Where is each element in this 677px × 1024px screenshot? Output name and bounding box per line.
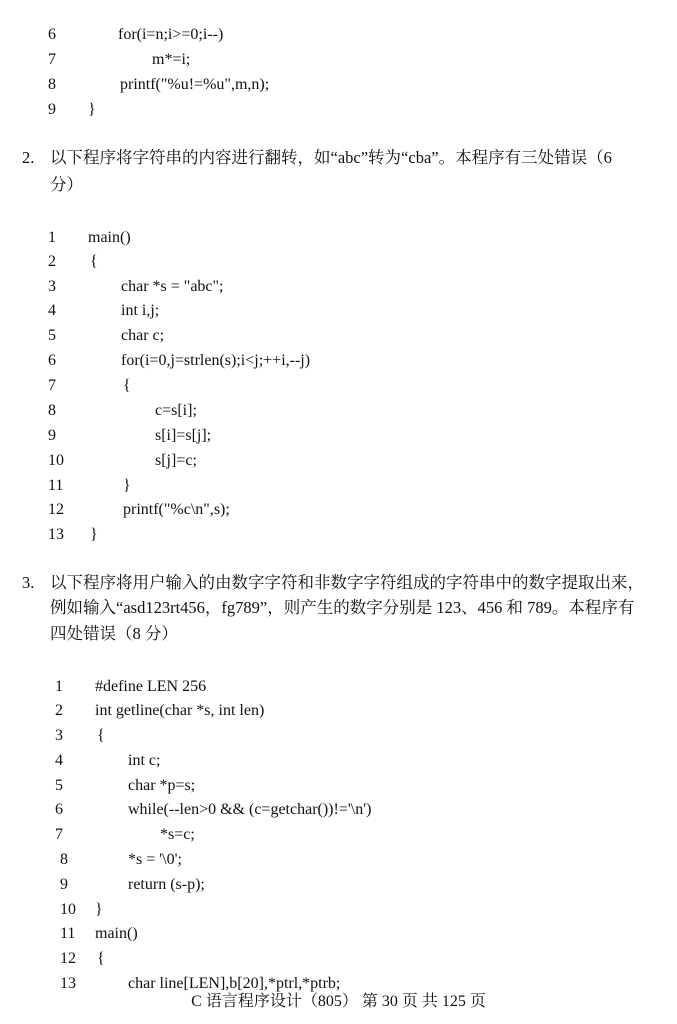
code-line: *s=c; (160, 826, 195, 843)
code-line: } (90, 526, 98, 543)
line-number: 12 (48, 501, 64, 518)
code-line: printf("%c\n",s); (123, 501, 230, 518)
code-line: #define LEN 256 (95, 678, 207, 695)
code-line: m*=i; (152, 51, 191, 68)
code-line: } (88, 101, 96, 118)
line-number: 6 (48, 26, 56, 43)
line-number: 9 (60, 876, 68, 893)
code-line: s[i]=s[j]; (155, 427, 212, 444)
question-text: 例如输入“asd123rt456，fg789”，则产生的数字分别是 123、456 和 789。本程序有 (50, 598, 635, 617)
question-number: 3. (22, 573, 35, 592)
question-text: 分） (50, 175, 83, 194)
question-text: 以下程序将用户输入的由数字字符和非数字字符组成的字符串中的数字提取出来， (50, 573, 644, 592)
code-line: { (97, 727, 105, 744)
line-number: 13 (48, 526, 64, 543)
line-number: 7 (48, 51, 56, 68)
code-line: char c; (121, 327, 165, 344)
code-line: { (123, 377, 131, 394)
line-number: 4 (48, 302, 56, 319)
line-number: 8 (48, 402, 56, 419)
code-line: { (97, 950, 105, 967)
line-number: 9 (48, 427, 56, 444)
line-number: 2 (55, 702, 63, 719)
line-number: 10 (48, 452, 64, 469)
code-line: char *s = "abc"; (121, 278, 224, 295)
line-number: 10 (60, 901, 76, 918)
code-line: } (95, 901, 103, 918)
question-text: 四处错误（8 分） (50, 624, 178, 643)
line-number: 7 (55, 826, 63, 843)
line-number: 8 (48, 76, 56, 93)
code-line: return (s-p); (128, 876, 205, 893)
code-line: main() (95, 925, 138, 942)
line-number: 3 (48, 278, 56, 295)
code-line: printf("%u!=%u",m,n); (120, 76, 270, 93)
code-line: char line[LEN],b[20],*ptrl,*ptrb; (128, 975, 341, 992)
line-number: 6 (48, 352, 56, 369)
line-number: 6 (55, 801, 63, 818)
line-number: 1 (48, 229, 56, 246)
question-number: 2. (22, 148, 35, 167)
line-number: 3 (55, 727, 63, 744)
line-number: 11 (60, 925, 76, 942)
code-line: for(i=n;i>=0;i--) (118, 26, 224, 43)
line-number: 1 (55, 678, 63, 695)
code-line: main() (88, 229, 131, 246)
line-number: 5 (48, 327, 56, 344)
line-number: 5 (55, 777, 63, 794)
code-line: int i,j; (121, 302, 160, 319)
line-number: 2 (48, 253, 56, 270)
line-number: 13 (60, 975, 76, 992)
line-number: 7 (48, 377, 56, 394)
line-number: 8 (60, 851, 68, 868)
line-number: 4 (55, 752, 63, 769)
code-line: for(i=0,j=strlen(s);i<j;++i,--j) (121, 352, 311, 369)
code-line: { (90, 253, 98, 270)
code-line: int c; (128, 752, 161, 769)
page-footer: C 语言程序设计（805） 第 30 页 共 125 页 (191, 993, 486, 1010)
code-line: s[j]=c; (155, 452, 197, 469)
code-line: c=s[i]; (155, 402, 197, 419)
question-text: 以下程序将字符串的内容进行翻转，如“abc”转为“cba”。本程序有三处错误（6 (50, 148, 612, 167)
code-line: int getline(char *s, int len) (95, 702, 265, 719)
code-line: while(--len>0 && (c=getchar())!='\n') (128, 801, 372, 818)
code-line: char *p=s; (128, 777, 196, 794)
line-number: 11 (48, 477, 64, 494)
code-line: } (123, 477, 131, 494)
line-number: 9 (48, 101, 56, 118)
line-number: 12 (60, 950, 76, 967)
code-line: *s = '\0'; (128, 851, 182, 868)
